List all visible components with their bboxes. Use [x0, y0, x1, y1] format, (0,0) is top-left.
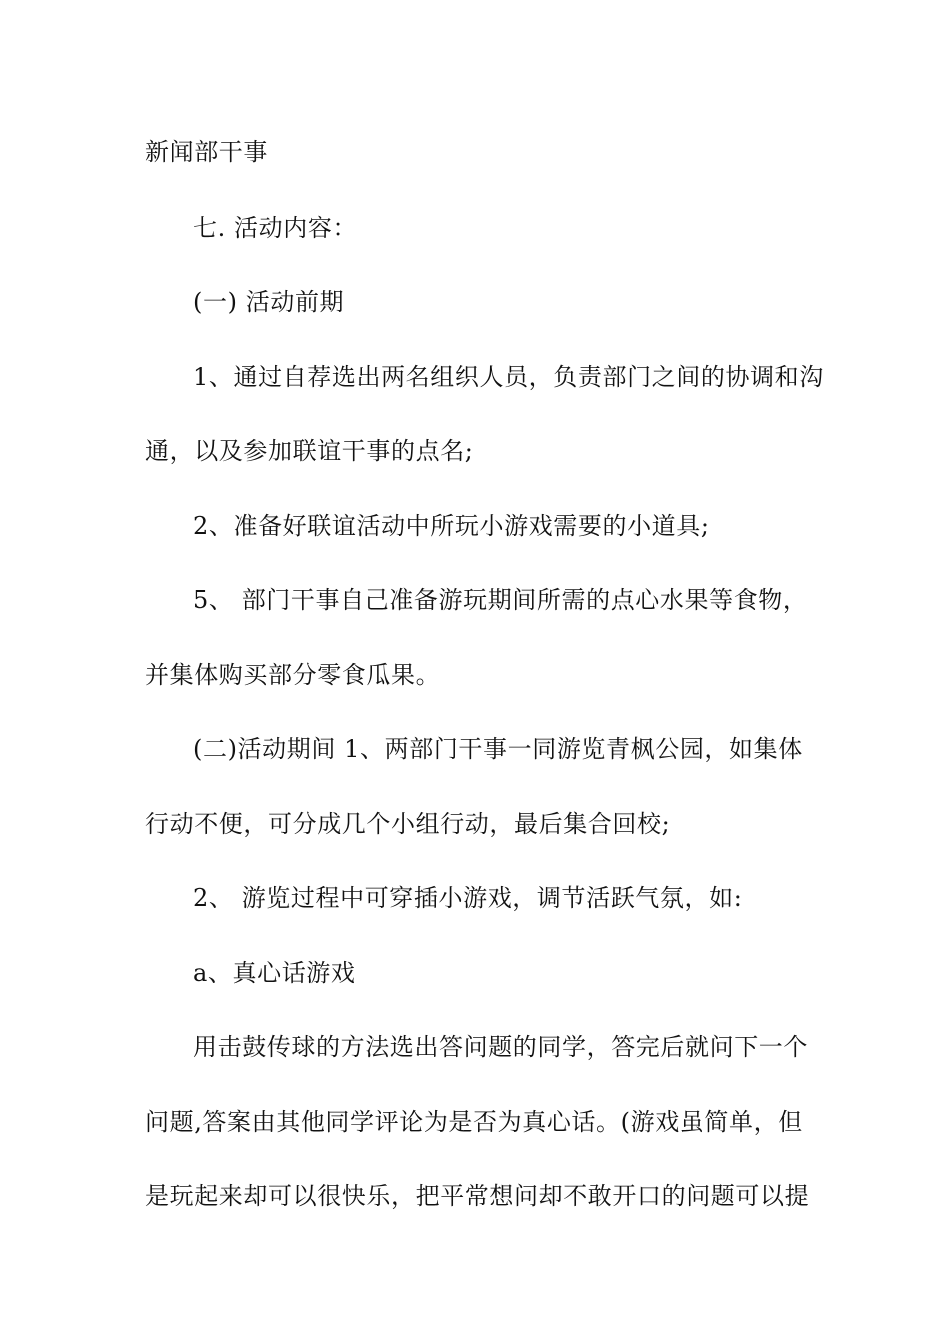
paragraph-line: (二)活动期间 1、两部门干事一同游览青枫公园，如集体	[193, 735, 803, 763]
heading-activity-content: 七. 活动内容：	[193, 214, 358, 242]
paragraph-line: 是玩起来却可以很快乐，把平常想问却不敢开口的问题可以提	[145, 1182, 810, 1210]
paragraph-line: 2、准备好联谊活动中所玩小游戏需要的小道具;	[193, 512, 710, 540]
paragraph-line: 通，以及参加联谊干事的点名;	[145, 437, 474, 465]
line-department-role: 新闻部干事	[145, 138, 268, 166]
paragraph-line: 1、通过自荐选出两名组织人员，负责部门之间的协调和沟	[193, 363, 824, 391]
paragraph-line: 并集体购买部分零食瓜果。	[145, 661, 441, 689]
paragraph-line: 2、 游览过程中可穿插小游戏，调节活跃气氛，如:	[193, 884, 743, 912]
paragraph-line: 问题,答案由其他同学评论为是否为真心话。(游戏虽简单，但	[145, 1108, 803, 1136]
paragraph-line: 5、 部门干事自己准备游玩期间所需的点心水果等食物，	[193, 586, 808, 614]
subheading-pre-activity: (一) 活动前期	[193, 288, 345, 316]
paragraph-line: 用击鼓传球的方法选出答问题的同学，答完后就问下一个	[193, 1033, 808, 1061]
paragraph-line: 行动不便，可分成几个小组行动，最后集合回校;	[145, 810, 671, 838]
subheading-truth-game: a、真心话游戏	[193, 959, 356, 987]
